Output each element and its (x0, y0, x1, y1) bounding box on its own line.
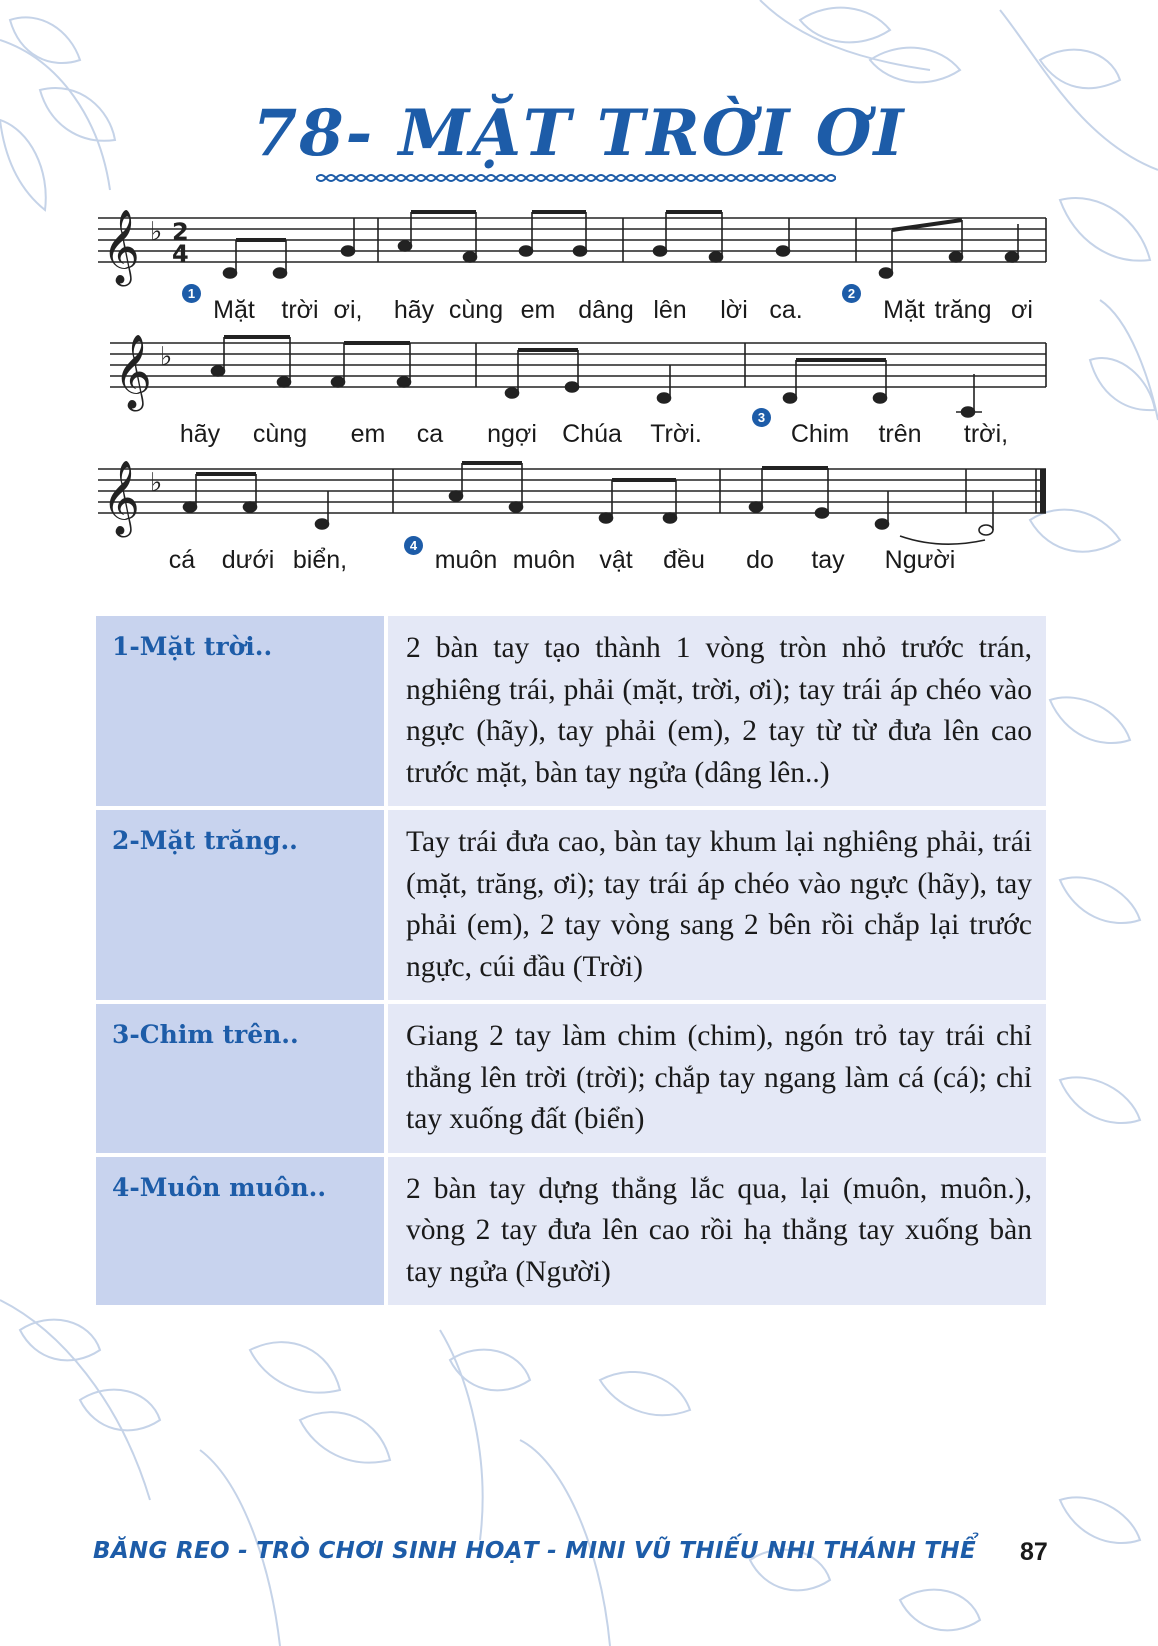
svg-text:𝄞: 𝄞 (102, 210, 140, 284)
lyric-word: Người (884, 546, 956, 574)
lyric-word: lời (720, 296, 748, 324)
verse-marker-2: 2 (842, 284, 861, 303)
action-description: 2 bàn tay dựng thẳng lắc qua, lại (muôn, muôn.), vòng 2 tay đưa lên cao rồi hạ thẳng tay xuống bàn tay ngửa (Người) (388, 1157, 1046, 1310)
svg-text:♭: ♭ (150, 468, 163, 498)
verse-marker-3: 3 (752, 408, 771, 427)
lyric-word: cùng (448, 296, 504, 324)
lyric-word: Trời. (650, 420, 702, 448)
lyric-word: cùng (252, 420, 308, 448)
svg-text:𝄞: 𝄞 (114, 335, 152, 409)
action-name: 4-Muôn muôn.. (96, 1157, 388, 1310)
table-row (96, 810, 1046, 1004)
lyric-word: trên (878, 420, 922, 448)
action-description: Tay trái đưa cao, bàn tay khum lại nghiêng phải, trái (mặt, trăng, ơi); tay trái áp chéo vào ngực (hãy), tay phải (em), 2 tay vòng sang 2 bên rồi chắp lại trước ngực, cúi đầu (Trời) (388, 810, 1046, 1004)
book-footer-title: BĂNG REO - TRÒ CHƠI SINH HOẠT - MINI VŨ THIẾU NHI THÁNH THỂ (93, 1538, 976, 1564)
lyric-word: hãy (393, 296, 435, 324)
actions-table (96, 616, 1046, 1309)
lyric-word: Mặt (213, 296, 255, 324)
lyric-word: muôn (434, 546, 498, 574)
lyric-word: vật (599, 546, 633, 574)
action-name: 3-Chim trên.. (96, 1004, 388, 1157)
lyric-word: ngợi (487, 420, 537, 448)
lyric-word: em (520, 296, 556, 324)
svg-text:♭: ♭ (160, 342, 173, 372)
page-number: 87 (1020, 1538, 1048, 1566)
verse-marker-4: 4 (404, 536, 423, 555)
lyric-word: Chúa (562, 420, 622, 448)
svg-text:𝄞: 𝄞 (102, 461, 140, 535)
lyric-word: dưới (221, 546, 275, 574)
action-name: 1-Mặt trời.. (96, 616, 388, 810)
lyric-word: trời (281, 296, 319, 324)
lyric-word: em (350, 420, 386, 448)
lyric-word: dâng (578, 296, 634, 324)
lyric-word: ca (416, 420, 444, 448)
lyric-word: ơi (1011, 296, 1033, 324)
action-description: 2 bàn tay tạo thành 1 vòng tròn nhỏ trước trán, nghiêng trái, phải (mặt, trời, ơi); tay trái áp chéo vào ngực (hãy), tay phải (em), 2 tay từ từ đưa lên cao trước mặt, bàn tay ngửa (dâng lên..) (388, 616, 1046, 810)
svg-text:2: 2 (172, 218, 189, 246)
song-title: 78- MẶT TRỜI ƠI (252, 96, 906, 171)
table-row (96, 1157, 1046, 1310)
verse-marker-1: 1 (182, 284, 201, 303)
lyric-word: trăng (934, 296, 992, 324)
table-row (96, 616, 1046, 810)
svg-text:♭: ♭ (150, 217, 163, 247)
lyric-word: do (746, 546, 774, 574)
lyric-word: Mặt (883, 296, 925, 324)
lyric-word: biển, (292, 546, 348, 574)
table-row (96, 1004, 1046, 1157)
lyric-word: Chim (790, 420, 850, 448)
lyric-word: hãy (179, 420, 221, 448)
lyric-word: lên (653, 296, 687, 324)
svg-text:4: 4 (172, 240, 189, 268)
lyric-word: đều (663, 546, 705, 574)
lyric-word: cá (168, 546, 196, 574)
lyric-word: tay (811, 546, 845, 574)
lyric-word: ca. (769, 296, 803, 324)
lyric-word: muôn (512, 546, 576, 574)
action-name: 2-Mặt trăng.. (96, 810, 388, 1004)
action-description: Giang 2 tay làm chim (chim), ngón trỏ tay trái chỉ thẳng lên trời (trời); chắp tay ngang làm cá (cá); chỉ tay xuống đất (biển) (388, 1004, 1046, 1157)
lyric-word: ơi, (333, 296, 363, 324)
lyric-word: trời, (963, 420, 1009, 448)
